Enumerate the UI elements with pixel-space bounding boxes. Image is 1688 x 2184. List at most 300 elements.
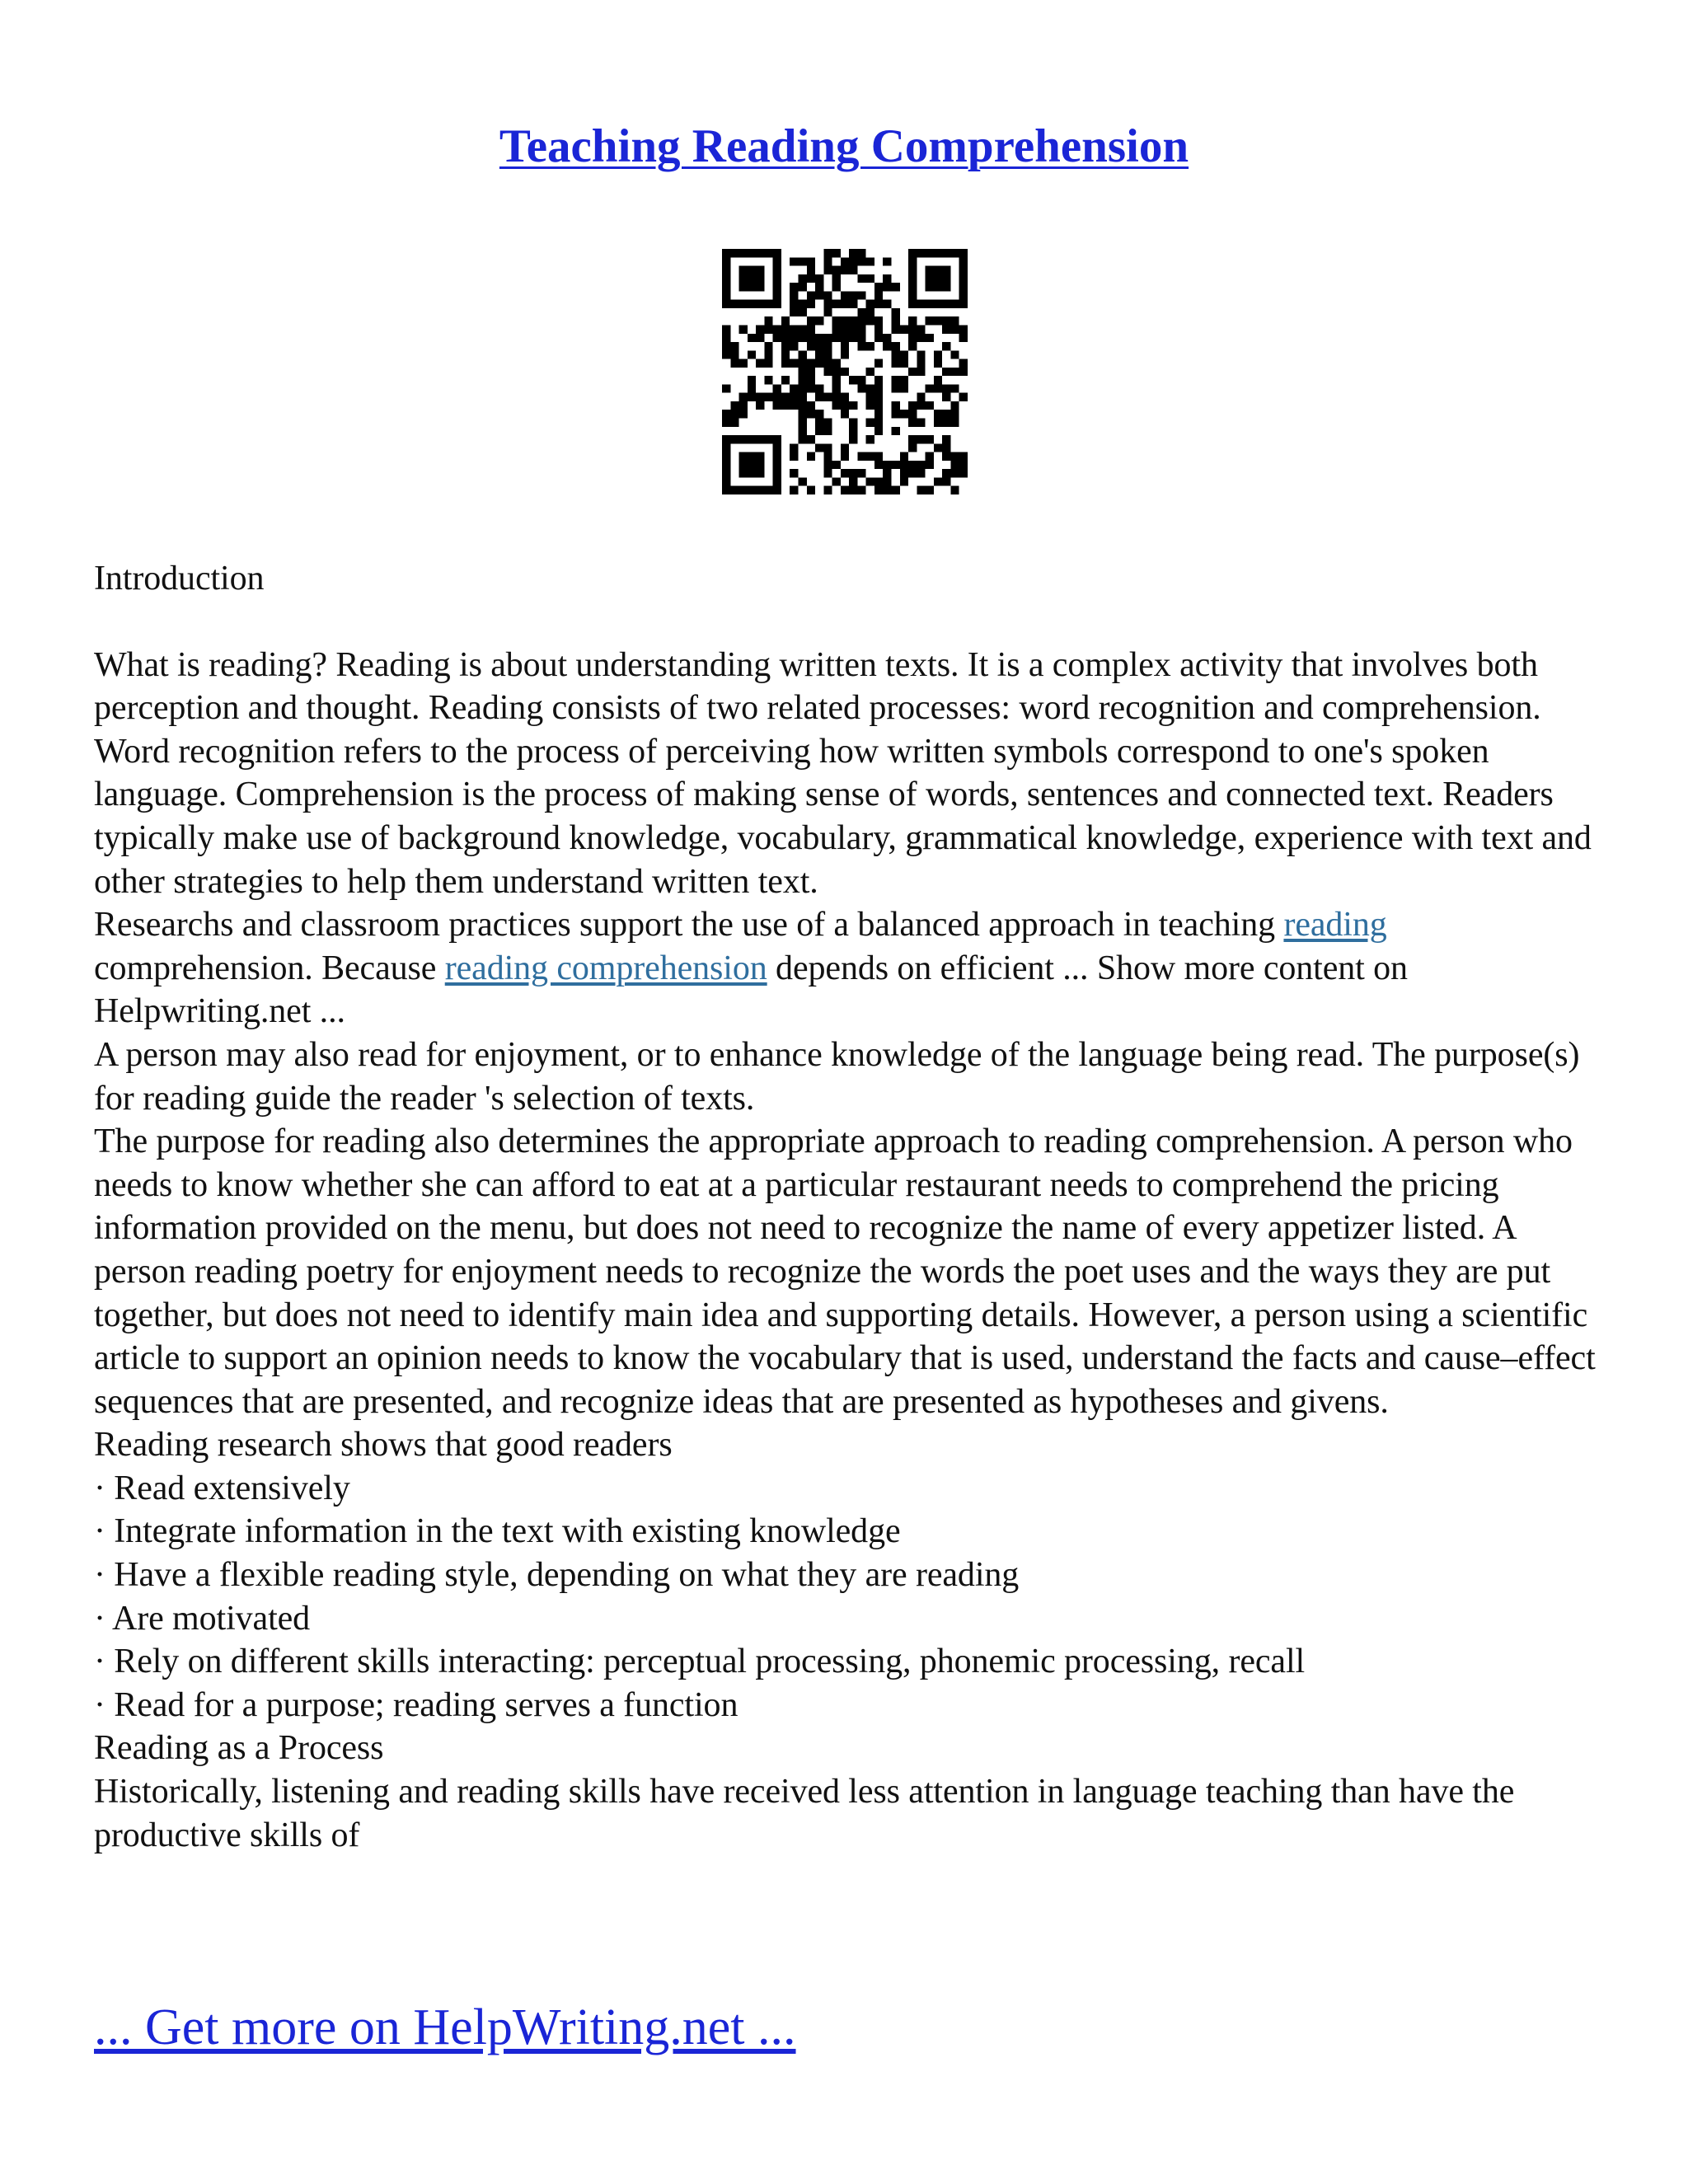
qr-module	[748, 461, 756, 469]
paragraph-balanced-approach	[94, 903, 1602, 1033]
qr-module	[748, 266, 756, 274]
qr-module	[959, 257, 968, 265]
qr-module	[764, 300, 772, 308]
qr-module	[748, 334, 756, 342]
qr-module	[807, 300, 815, 308]
qr-module	[722, 419, 730, 427]
qr-module	[908, 249, 917, 257]
qr-module	[798, 384, 806, 392]
qr-module	[942, 419, 950, 427]
qr-module	[900, 410, 908, 418]
qr-module	[739, 452, 748, 461]
qr-module	[934, 477, 942, 485]
qr-module	[790, 325, 798, 333]
qr-module	[841, 410, 849, 418]
qr-module	[790, 257, 798, 265]
qr-module	[722, 325, 730, 333]
qr-module	[849, 291, 857, 299]
qr-module	[730, 410, 738, 418]
qr-module	[722, 283, 730, 291]
qr-module	[942, 469, 950, 477]
qr-module	[892, 384, 900, 392]
qr-module	[832, 274, 841, 283]
qr-module	[849, 486, 857, 494]
qr-module	[739, 469, 748, 477]
qr-module	[722, 486, 730, 494]
qr-module	[807, 359, 815, 368]
qr-module	[841, 316, 849, 325]
list-item: · Read for a purpose; reading serves a function	[94, 1685, 738, 1724]
list-item: · Rely on different skills interacting: perceptual processing, phonemic processing, recall	[94, 1643, 1306, 1681]
qr-module	[739, 486, 748, 494]
qr-module	[883, 283, 891, 291]
qr-module	[722, 443, 730, 452]
qr-module	[908, 291, 917, 299]
qr-module	[874, 316, 883, 325]
qr-module	[874, 452, 883, 461]
qr-module	[832, 300, 841, 308]
qr-module	[807, 257, 815, 265]
qr-module	[866, 342, 874, 350]
qr-module	[908, 469, 917, 477]
qr-module	[892, 401, 900, 410]
qr-module	[730, 342, 738, 350]
qr-module	[900, 350, 908, 359]
qr-module	[874, 486, 883, 494]
qr-module	[823, 393, 832, 401]
qr-module	[798, 308, 806, 316]
qr-module	[790, 291, 798, 299]
qr-module	[908, 274, 917, 283]
paragraph-text: Researchs and classroom practices support the use of a balanced approach in teaching	[94, 906, 1284, 944]
qr-module	[908, 419, 917, 427]
qr-module	[849, 316, 857, 325]
qr-module	[798, 401, 806, 410]
qr-module	[722, 350, 730, 359]
qr-module	[823, 452, 832, 461]
qr-module	[722, 334, 730, 342]
get-more-container	[94, 1994, 796, 2060]
qr-module	[874, 461, 883, 469]
qr-module	[942, 342, 950, 350]
qr-module	[857, 376, 865, 384]
qr-module	[926, 435, 934, 443]
qr-module	[917, 401, 925, 410]
qr-module	[815, 359, 823, 368]
qr-module	[866, 435, 874, 443]
qr-module	[773, 283, 781, 291]
qr-module	[900, 461, 908, 469]
qr-module	[849, 419, 857, 427]
qr-module	[815, 350, 823, 359]
qr-module	[950, 486, 959, 494]
qr-module	[823, 461, 832, 469]
qr-module	[773, 461, 781, 469]
qr-module	[730, 359, 738, 368]
qr-module	[730, 435, 738, 443]
qr-module	[934, 359, 942, 368]
qr-module	[908, 368, 917, 376]
qr-module	[773, 249, 781, 257]
qr-module	[917, 249, 925, 257]
qr-module	[781, 334, 790, 342]
qr-module	[748, 452, 756, 461]
qr-module	[815, 342, 823, 350]
qr-module	[764, 325, 772, 333]
qr-module	[883, 274, 891, 283]
qr-module	[959, 283, 968, 291]
qr-module	[866, 316, 874, 325]
qr-module	[823, 300, 832, 308]
qr-module	[959, 291, 968, 299]
qr-module	[764, 435, 772, 443]
qr-module	[756, 274, 764, 283]
page-title	[0, 114, 1688, 180]
qr-module	[959, 266, 968, 274]
qr-module	[730, 401, 738, 410]
qr-module	[934, 376, 942, 384]
qr-module	[764, 486, 772, 494]
qr-module	[900, 452, 908, 461]
qr-module	[790, 300, 798, 308]
qr-module	[917, 300, 925, 308]
qr-module	[823, 419, 832, 427]
qr-module	[756, 325, 764, 333]
qr-module	[892, 359, 900, 368]
qr-module	[790, 359, 798, 368]
qr-module	[942, 249, 950, 257]
qr-module	[942, 477, 950, 485]
qr-module	[823, 350, 832, 359]
qr-module	[841, 342, 849, 350]
qr-module	[883, 486, 891, 494]
qr-module	[823, 443, 832, 452]
qr-module	[722, 477, 730, 485]
qr-module	[934, 266, 942, 274]
qr-module	[832, 266, 841, 274]
qr-module	[748, 274, 756, 283]
qr-module	[823, 368, 832, 376]
qr-module	[739, 274, 748, 283]
qr-module	[883, 300, 891, 308]
qr-module	[773, 435, 781, 443]
qr-module	[950, 469, 959, 477]
qr-module	[807, 316, 815, 325]
qr-module	[934, 419, 942, 427]
qr-module	[866, 452, 874, 461]
qr-module	[790, 486, 798, 494]
qr-module	[748, 283, 756, 291]
reading-comprehension-link[interactable]: reading comprehension	[444, 949, 767, 987]
qr-module	[807, 401, 815, 410]
qr-module	[781, 316, 790, 325]
qr-module	[849, 469, 857, 477]
qr-module	[722, 384, 730, 392]
qr-module	[832, 376, 841, 384]
qr-module	[857, 452, 865, 461]
qr-module	[832, 359, 841, 368]
qr-module	[807, 368, 815, 376]
qr-module	[857, 316, 865, 325]
qr-module	[798, 376, 806, 384]
qr-module	[917, 334, 925, 342]
qr-module	[857, 274, 865, 283]
qr-module	[959, 334, 968, 342]
qr-module	[874, 283, 883, 291]
qr-module	[790, 443, 798, 452]
qr-module	[823, 359, 832, 368]
qr-module	[790, 469, 798, 477]
qr-module	[959, 325, 968, 333]
qr-module	[748, 469, 756, 477]
qr-module	[849, 325, 857, 333]
qr-module	[926, 384, 934, 392]
qr-module	[874, 300, 883, 308]
qr-module	[926, 283, 934, 291]
qr-module	[874, 376, 883, 384]
qr-module	[841, 486, 849, 494]
qr-module	[892, 410, 900, 418]
qr-module	[781, 325, 790, 333]
qr-module	[739, 283, 748, 291]
qr-module	[807, 291, 815, 299]
qr-module	[950, 300, 959, 308]
qr-module	[722, 410, 730, 418]
qr-module	[908, 316, 917, 325]
qr-module	[823, 342, 832, 350]
qr-module	[841, 291, 849, 299]
qr-module	[739, 300, 748, 308]
qr-module	[841, 300, 849, 308]
qr-module	[832, 461, 841, 469]
qr-module	[900, 477, 908, 485]
qr-module	[841, 334, 849, 342]
qr-module	[849, 257, 857, 265]
qr-module	[926, 401, 934, 410]
qr-module	[934, 274, 942, 283]
qr-module	[781, 342, 790, 350]
qr-module	[917, 350, 925, 359]
qr-module	[900, 359, 908, 368]
qr-module	[874, 410, 883, 418]
qr-module	[857, 308, 865, 316]
qr-code-icon	[722, 249, 968, 494]
qr-module	[739, 461, 748, 469]
qr-module	[874, 334, 883, 342]
qr-module	[781, 350, 790, 359]
qr-module	[722, 300, 730, 308]
qr-module	[892, 325, 900, 333]
qr-module	[790, 384, 798, 392]
qr-module	[892, 316, 900, 325]
qr-module	[874, 427, 883, 435]
qr-module	[773, 443, 781, 452]
qr-module	[823, 486, 832, 494]
qr-module	[773, 469, 781, 477]
qr-module	[773, 477, 781, 485]
qr-module	[730, 350, 738, 359]
qr-module	[926, 334, 934, 342]
qr-module	[950, 325, 959, 333]
qr-module	[798, 393, 806, 401]
qr-module	[756, 283, 764, 291]
qr-module	[807, 486, 815, 494]
list-intro: Reading research shows that good readers	[94, 1426, 673, 1465]
qr-module	[917, 393, 925, 401]
qr-module	[917, 486, 925, 494]
qr-module	[722, 291, 730, 299]
qr-module	[917, 325, 925, 333]
qr-module	[748, 486, 756, 494]
get-more-link[interactable]: ... Get more on HelpWriting.net ...	[94, 1999, 796, 2055]
list-item: · Are motivated	[94, 1599, 311, 1638]
qr-module	[815, 291, 823, 299]
paragraph-historically: Historically, listening and reading skills have received less attention in language teaching than have the productive skills of	[94, 1773, 1515, 1854]
qr-module	[841, 393, 849, 401]
qr-module	[857, 325, 865, 333]
qr-module	[773, 486, 781, 494]
qr-module	[849, 249, 857, 257]
qr-module	[866, 308, 874, 316]
qr-module	[790, 342, 798, 350]
qr-module	[874, 477, 883, 485]
qr-module	[756, 452, 764, 461]
qr-module	[756, 249, 764, 257]
qr-module	[942, 274, 950, 283]
qr-module	[926, 461, 934, 469]
qr-module	[926, 316, 934, 325]
qr-module	[900, 325, 908, 333]
qr-module	[908, 410, 917, 418]
qr-module	[874, 384, 883, 392]
qr-module	[764, 359, 772, 368]
qr-module	[764, 350, 772, 359]
qr-module	[773, 334, 781, 342]
qr-module	[857, 342, 865, 350]
qr-module	[959, 300, 968, 308]
qr-module	[773, 300, 781, 308]
qr-module	[926, 249, 934, 257]
qr-module	[807, 334, 815, 342]
qr-module	[841, 443, 849, 452]
qr-module	[950, 350, 959, 359]
qr-module	[773, 266, 781, 274]
qr-module	[823, 469, 832, 477]
paragraph-text: depends on efficient ... Show more content on Helpwriting.net ...	[94, 949, 1408, 1031]
qr-module	[739, 266, 748, 274]
qr-module	[926, 266, 934, 274]
qr-module	[926, 486, 934, 494]
qr-module	[748, 393, 756, 401]
qr-module	[815, 283, 823, 291]
qr-module	[866, 401, 874, 410]
qr-module	[832, 477, 841, 485]
qr-module	[722, 342, 730, 350]
qr-module	[739, 249, 748, 257]
qr-module	[892, 376, 900, 384]
qr-module	[959, 452, 968, 461]
qr-module	[781, 359, 790, 368]
qr-module	[866, 419, 874, 427]
qr-module	[959, 359, 968, 368]
qr-module	[892, 350, 900, 359]
qr-module	[773, 384, 781, 392]
qr-module	[841, 452, 849, 461]
qr-module	[849, 376, 857, 384]
qr-module	[773, 325, 781, 333]
qr-module	[756, 401, 764, 410]
qr-module	[756, 486, 764, 494]
qr-module	[942, 452, 950, 461]
qr-module	[849, 435, 857, 443]
qr-module	[807, 274, 815, 283]
qr-module	[892, 461, 900, 469]
qr-module	[866, 384, 874, 392]
qr-module	[849, 477, 857, 485]
qr-module	[807, 435, 815, 443]
qr-module	[841, 368, 849, 376]
paragraph-enjoyment: A person may also read for enjoyment, or to enhance knowledge of the language being read. The purpose(s) for reading guide the reader 's selection of texts.	[94, 1035, 1580, 1118]
qr-module	[892, 283, 900, 291]
qr-module	[798, 368, 806, 376]
qr-module	[722, 257, 730, 265]
qr-module	[748, 384, 756, 392]
qr-module	[892, 308, 900, 316]
qr-module	[730, 419, 738, 427]
reading-link[interactable]: reading	[1283, 906, 1387, 944]
qr-module	[917, 461, 925, 469]
qr-module	[942, 300, 950, 308]
qr-module	[959, 249, 968, 257]
qr-module	[798, 334, 806, 342]
qr-module	[832, 325, 841, 333]
list-item: · Read extensively	[94, 1469, 350, 1507]
qr-module	[756, 461, 764, 469]
qr-module	[942, 283, 950, 291]
qr-module	[950, 384, 959, 392]
qr-module	[892, 427, 900, 435]
qr-module	[950, 461, 959, 469]
qr-module	[807, 410, 815, 418]
qr-module	[798, 257, 806, 265]
qr-module	[823, 334, 832, 342]
qr-module	[739, 359, 748, 368]
qr-module	[874, 419, 883, 427]
qr-module	[781, 393, 790, 401]
qr-module	[841, 350, 849, 359]
paragraph-what-is-reading: What is reading? Reading is about understanding written texts. It is a complex activity that involves both perception and thought. Reading consists of two related processes: word recognition and comprehension. Word recognition refers to the process of perceiving how written symbols correspond to one's spoken language. Comprehension is the process of making sense of words, sentences and connected text. Readers typically make use of background knowledge, vocabulary, grammatical knowledge, experience with text and other strategies to help them understand written text.	[94, 645, 1592, 901]
qr-module	[798, 410, 806, 418]
qr-module	[798, 359, 806, 368]
qr-module	[959, 461, 968, 469]
qr-module	[815, 427, 823, 435]
qr-module	[857, 257, 865, 265]
qr-module	[934, 249, 942, 257]
qr-module	[874, 325, 883, 333]
qr-module	[874, 291, 883, 299]
qr-module	[857, 334, 865, 342]
qr-module	[857, 469, 865, 477]
qr-module	[892, 486, 900, 494]
title-link[interactable]: Teaching Reading Comprehension	[499, 120, 1189, 172]
qr-module	[823, 266, 832, 274]
qr-module	[807, 376, 815, 384]
qr-module	[950, 368, 959, 376]
qr-module	[739, 325, 748, 333]
qr-module	[832, 249, 841, 257]
qr-module	[756, 393, 764, 401]
qr-module	[942, 368, 950, 376]
